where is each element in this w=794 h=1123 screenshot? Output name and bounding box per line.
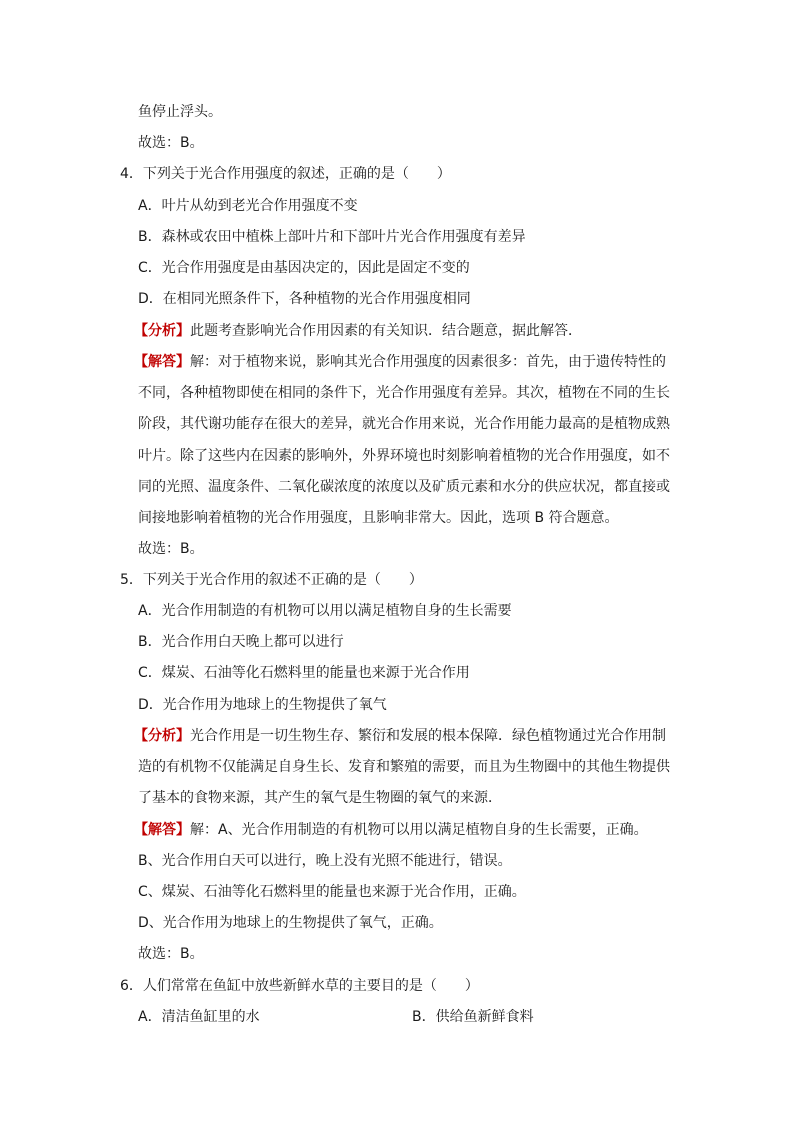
question-6-stem: 6．人们常常在鱼缸中放些新鲜水草的主要目的是（ ） bbox=[120, 978, 479, 994]
question-5-solution-line-2: B、光合作用白天可以进行，晚上没有光照不能进行，错误。 bbox=[138, 853, 512, 869]
question-5-option-b: B．光合作用白天晚上都可以进行 bbox=[138, 634, 344, 650]
question-5-option-c: C．煤炭、石油等化石燃料里的能量也来源于光合作用 bbox=[138, 665, 470, 681]
prev-solution-continuation: 鱼停止浮头。 bbox=[138, 104, 222, 120]
question-4-solution-line-5: 同的光照、温度条件、二氧化碳浓度的浓度以及矿质元素和水分的供应状况，都直接或 bbox=[138, 479, 670, 495]
question-5-option-d: D．光合作用为地球上的生物提供了氧气 bbox=[138, 697, 387, 713]
question-5-solution-line-3: C、煤炭、石油等化石燃料里的能量也来源于光合作用，正确。 bbox=[138, 884, 526, 900]
question-4-option-b: B．森林或农田中植株上部叶片和下部叶片光合作用强度有差异 bbox=[138, 229, 526, 245]
question-4-stem: 4．下列关于光合作用强度的叙述，正确的是（ ） bbox=[120, 166, 451, 182]
question-4-solution-line-4: 叶片。除了这些内在因素的影响外，外界环境也时刻影响着植物的光合作用强度，如不 bbox=[138, 448, 670, 464]
question-5-option-a: A．光合作用制造的有机物可以用以满足植物自身的生长需要 bbox=[138, 603, 512, 619]
analysis-tag: 【分析】 bbox=[134, 323, 190, 339]
question-4-option-d: D．在相同光照条件下，各种植物的光合作用强度相同 bbox=[138, 291, 471, 307]
question-5-solution-line-4: D、光合作用为地球上的生物提供了氧气，正确。 bbox=[138, 915, 443, 931]
question-4-option-c: C．光合作用强度是由基因决定的，因此是固定不变的 bbox=[138, 260, 470, 276]
question-4-option-a: A．叶片从幼到老光合作用强度不变 bbox=[138, 198, 358, 214]
solution-tag: 【解答】 bbox=[134, 354, 190, 370]
question-5-solution-line-1 bbox=[134, 820, 648, 840]
solution-text: 解：A、光合作用制造的有机物可以用以满足植物自身的生长需要，正确。 bbox=[190, 822, 648, 838]
question-4-answer: 故选：B。 bbox=[138, 541, 204, 557]
solution-text: 解：对于植物来说，影响其光合作用强度的因素很多：首先，由于遗传特性的 bbox=[190, 354, 666, 370]
question-6-option-a: A．清洁鱼缸里的水 bbox=[138, 1009, 260, 1025]
analysis-text: 光合作用是一切生物生存、繁衍和发展的根本保障．绿色植物通过光合作用制 bbox=[190, 728, 666, 744]
analysis-tag: 【分析】 bbox=[134, 728, 190, 744]
question-4-solution-line-6: 间接地影响着植物的光合作用强度，且影响非常大。因此，选项 B 符合题意。 bbox=[138, 510, 619, 526]
question-5-analysis-line-3: 了基本的食物来源，其产生的氧气是生物圈的氧气的来源． bbox=[138, 790, 502, 806]
question-4-analysis bbox=[134, 321, 582, 341]
question-5-analysis-line-2: 造的有机物不仅能满足自身生长、发育和繁殖的需要，而且为生物圈中的其他生物提供 bbox=[138, 759, 670, 775]
prev-answer: 故选：B。 bbox=[138, 135, 204, 151]
question-5-analysis-line-1 bbox=[134, 726, 666, 746]
question-5-answer: 故选：B。 bbox=[138, 946, 204, 962]
solution-tag: 【解答】 bbox=[134, 822, 190, 838]
question-4-solution-line-2: 不同，各种植物即使在相同的条件下，光合作用强度有差异。其次，植物在不同的生长 bbox=[138, 385, 670, 401]
analysis-text: 此题考查影响光合作用因素的有关知识．结合题意，据此解答． bbox=[190, 323, 582, 339]
question-4-solution-line-1 bbox=[134, 352, 666, 372]
question-4-solution-line-3: 阶段，其代谢功能存在很大的差异，就光合作用来说，光合作用能力最高的是植物成熟 bbox=[138, 416, 670, 432]
question-5-stem: 5．下列关于光合作用的叙述不正确的是（ ） bbox=[120, 572, 423, 588]
question-6-option-b: B．供给鱼新鲜食料 bbox=[412, 1009, 534, 1025]
